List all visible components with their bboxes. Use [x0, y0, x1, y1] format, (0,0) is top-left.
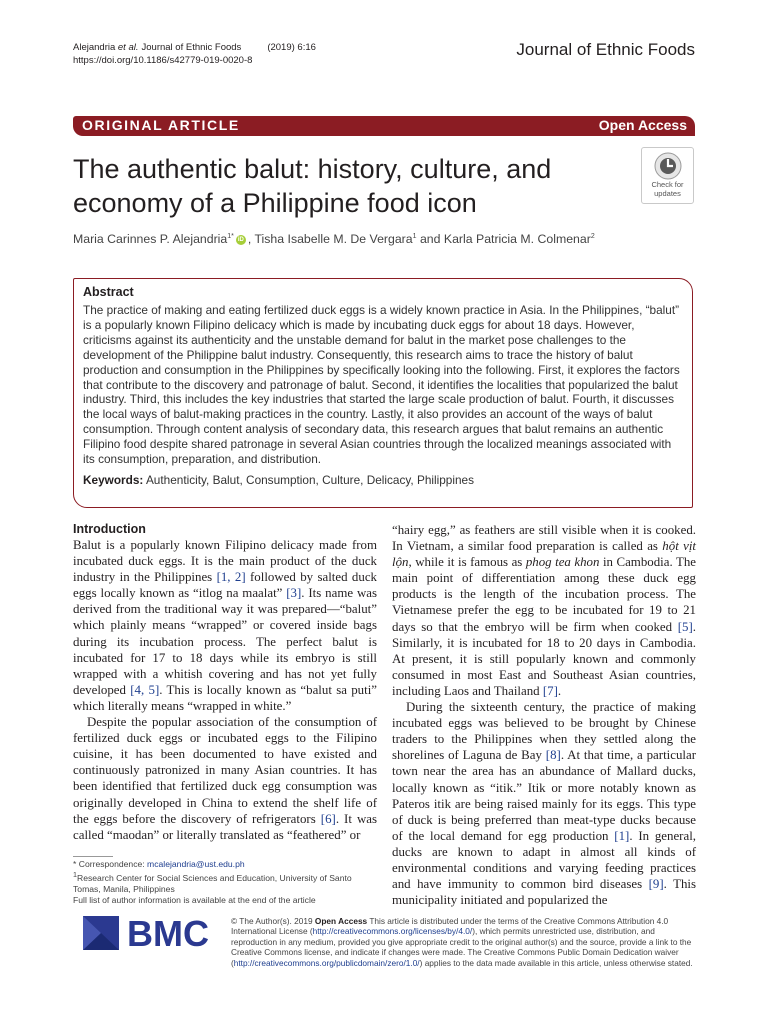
abstract-heading: Abstract: [83, 285, 134, 299]
paragraph-1: Balut is a popularly known Filipino delicacy made from incubated duck eggs. It is the main product of the duck industry in the Philippines [1, 2] followed by salted duck eggs locally known as “itlog na maalat” [3]. Its name was derived from the traditional way it was prepared—“balut” which plainly means “wrapped” or covered inside bags during its incubation process. The perfect balut is incubated for 17 to 18 days while its embryo is still wrapped with a whitish covering and has not yet fully developed [4, 5]. This is locally known as “balut sa puti” which literally means “wrapped in white.”: [73, 538, 378, 713]
journal-name: Journal of Ethnic Foods: [516, 40, 695, 59]
section-heading-introduction: Introduction: [73, 522, 146, 536]
author-list: [73, 232, 595, 246]
orcid-icon[interactable]: iD: [237, 236, 244, 243]
body-column-left: [73, 522, 377, 843]
full-author-info-note: Full list of author information is available at the end of the article: [73, 895, 316, 906]
check-line2: updates: [654, 189, 681, 198]
license-text: © The Author(s). 2019 Open Access This article is distributed under the terms of the Creative Commons Attribution 4.0 International License (http://creativecommons.org/licenses/by/4.0/), which permits unrestricted use, distribution, and reproduction in any medium, provided you give appropriate credit to the original author(s) and the source, provide a link to the Creative Commons license, and indicate if changes were made. The Creative Commons Public Domain Dedication waiver (http://creativecommons.org/publicdomain/zero/1.0/) applies to the data made available in this article, unless otherwise stated.: [231, 916, 693, 968]
author-3-affil: 2: [590, 232, 595, 240]
bmc-logo: [83, 913, 213, 953]
article-type-banner: [73, 116, 695, 136]
citation-link[interactable]: [1, 2]: [216, 570, 246, 585]
license-url-link[interactable]: http://creativecommons.org/licenses/by/4.0/: [312, 926, 473, 937]
crossmark-icon: [654, 152, 682, 180]
citation-link[interactable]: [5]: [677, 619, 693, 634]
citation-link[interactable]: [7]: [542, 683, 558, 698]
paragraph-4: During the sixteenth century, the practice of making incubated eggs was believed to be brought by Chinese traders to the Philippines when they settled along the shorelines of Laguna de Bay [8]. At that time, a particular town near the area has an abundance of Mallard ducks, locally known as “itik.” Itik or more notably known as Pateros itik are being raised mainly for its eggs. This type of duck is being preferred than meat-type ducks because of the local demand for egg production [1]. In general, ducks are known to adapt in almost all kinds of environmental conditions and varying feeding practices and have immunity to common bird diseases [9]. This municipality initiated and popularized the: [392, 700, 696, 908]
header-doi[interactable]: https://doi.org/10.1186/s42779-019-0020-8: [73, 55, 253, 66]
correspondence-label: * Correspondence:: [73, 859, 148, 869]
article-type-label: ORIGINAL ARTICLE: [82, 117, 240, 133]
citation-link[interactable]: [8]: [545, 748, 561, 763]
citation-link[interactable]: [4, 5]: [130, 682, 160, 697]
citation-link[interactable]: [3]: [286, 586, 302, 601]
open-access-label: Open Access: [598, 117, 687, 133]
article-title: The authentic balut: history, culture, and economy of a Philippine food icon: [73, 154, 552, 218]
author-1[interactable]: Maria Carinnes P. Alejandria: [73, 232, 228, 246]
affiliation-text: Research Center for Social Sciences and Education, University of Santo Tomas, Manila, Philippines: [73, 873, 352, 895]
footnote-divider: [73, 856, 113, 857]
bmc-logo-text: BMC: [127, 913, 209, 953]
citation-link[interactable]: [6]: [320, 811, 336, 826]
header-authors: Alejandria: [73, 42, 116, 53]
paragraph-2: Despite the popular association of the consumption of fertilized duck eggs or incubated eggs to the Filipino cuisine, it has been documented to have existed and continuously patronized in many Asian countries. It has been identified that fertilized duck egg consumption was originally developed in China to extend the shelf life of the eggs before the discovery of refrigerators [6]. It was called “maodan” or literally translated as “feathered” or: [73, 715, 378, 842]
abstract-box: [73, 278, 693, 508]
check-for-updates-badge[interactable]: [641, 147, 694, 204]
abstract-text: The practice of making and eating fertilized duck eggs is a widely known practice in Asia. In the Philippines, “balut” is a popularly known Filipino delicacy which is made by incubating duck eggs for about 18 days. However, criticisms against its authenticity and the unstable demand for balut in the market pose challenges to the development of the Philippine balut industry. Consequently, this research aims to trace the history of balut production and consumption in the Philippines by specifically looking into the following. First, it explores the factors that contribute to the discovery and patronage of balut. Second, it identifies the localities that popularized the balut industry. Third, this includes the key industries that started the large scale production of balut. Fourth, it discusses the local ways of balut-making practices in the country. Lastly, it also provides an account of the ways of balut consumption. Through content analysis of secondary data, this research argues that balut remains an authentic Filipino food despite shared patronage in several Asian countries through the localized meanings associated with its consumption, preparation, and distribution.: [83, 303, 680, 467]
body-column-right: [392, 522, 696, 908]
correspondence-email[interactable]: mcalejandria@ust.edu.ph: [147, 859, 245, 869]
keywords-label: Keywords:: [83, 472, 144, 487]
author-2[interactable]: , Tisha Isabelle M. De Vergara: [247, 232, 413, 246]
keywords: [83, 473, 683, 487]
check-line1: Check for: [651, 180, 684, 189]
author-1-affil: 1*: [227, 232, 234, 240]
keywords-text: Authenticity, Balut, Consumption, Culture, Delicacy, Philippines: [143, 472, 475, 487]
citation-link[interactable]: [9]: [648, 877, 664, 892]
footnotes: [73, 859, 373, 907]
open-access-bold: Open Access: [314, 916, 368, 926]
header-year: (2019) 6:16: [267, 42, 316, 53]
author-3[interactable]: and Karla Patricia M. Colmenar: [416, 232, 591, 246]
header-journal: Journal of Ethnic Foods: [141, 42, 242, 53]
author-2-affil: 1: [412, 232, 417, 240]
affiliation-number: 1: [73, 871, 77, 880]
paragraph-3: “hairy egg,” as feathers are still visible when it is cooked. In Vietnam, a similar food preparation is called as hột vịt lộn, while it is famous as phog tea khon in Cambodia. The main point of differentiation among these duck egg products is the length of the incubation process. The Vietnamese prefer the egg to be incubated for 19 to 21 days so that the embryo will be firm when cooked [5]. Similarly, it is incubated for 18 to 20 days in Cambodia. At present, it is still popularly known and commonly consumed in most East and Southeast Asian countries, including Laos and Thailand [7].: [392, 523, 696, 698]
header-etal: et al.: [117, 42, 139, 53]
citation-link[interactable]: [1]: [614, 828, 630, 843]
public-domain-url-link[interactable]: http://creativecommons.org/publicdomain/zero/1.0/: [233, 957, 420, 968]
running-header: [73, 41, 316, 67]
